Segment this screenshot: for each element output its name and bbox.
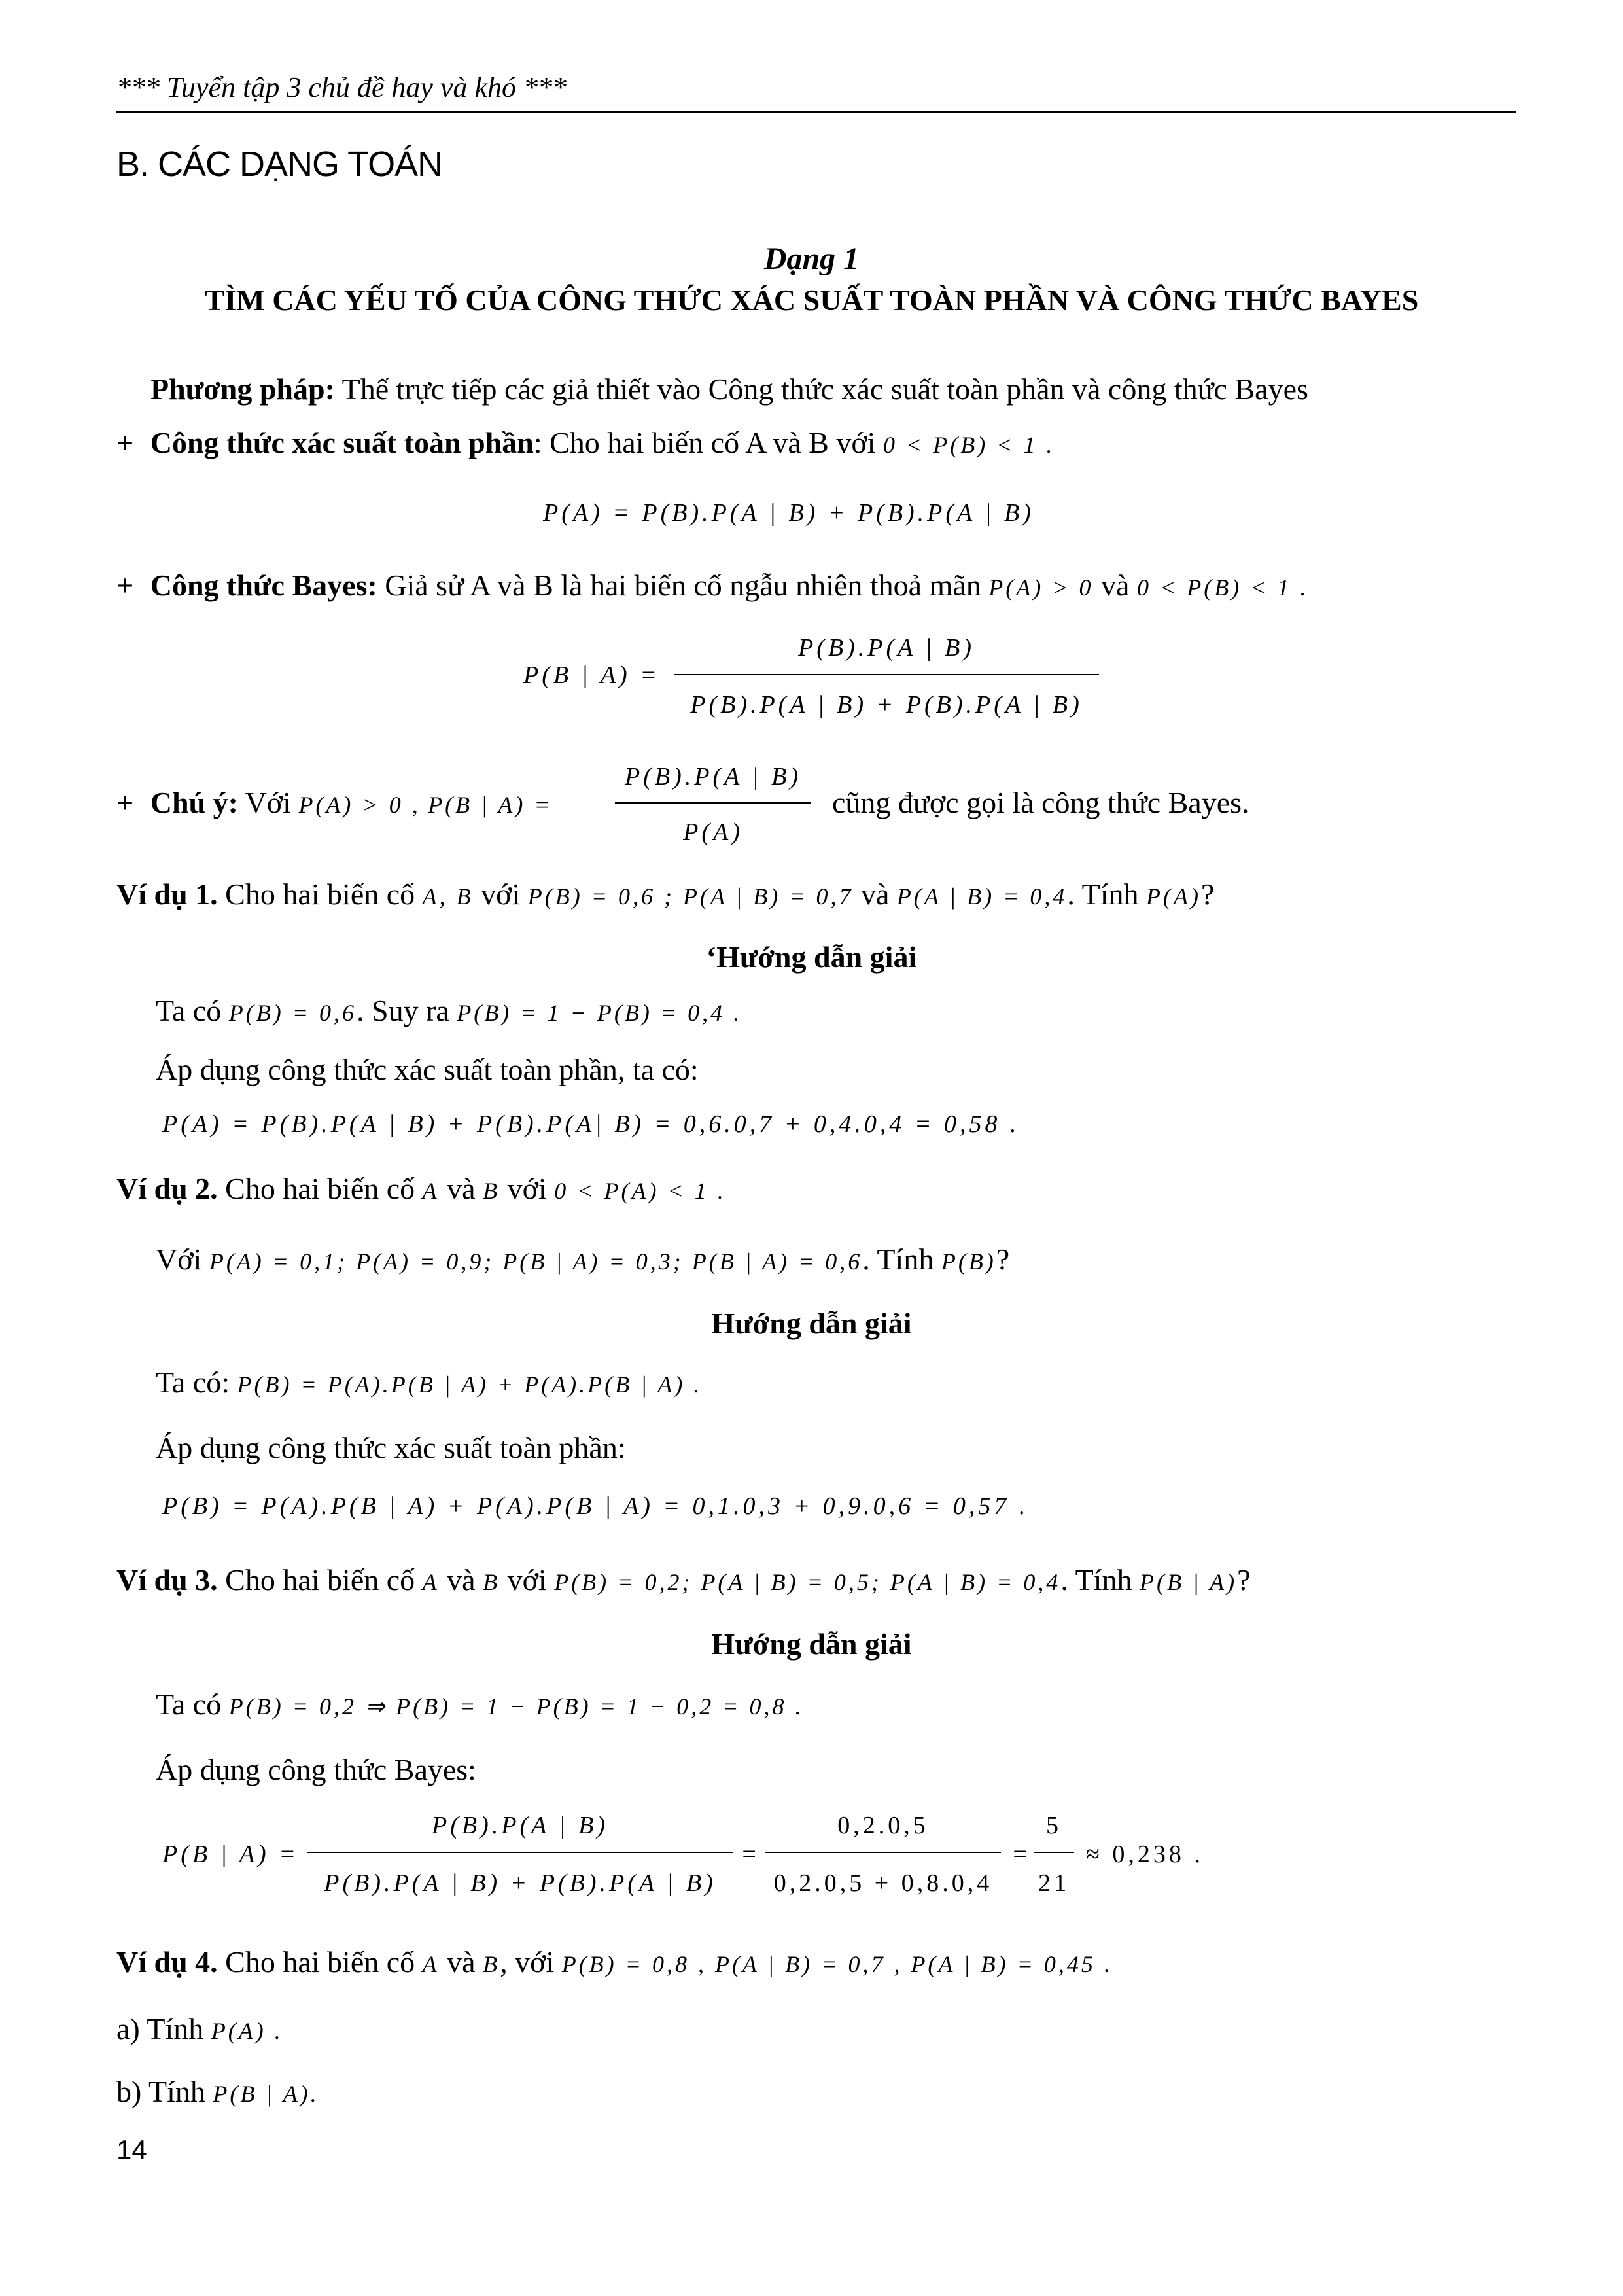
note-text2: cũng được gọi là công thức Bayes. [832,786,1249,819]
bayes-text: Giả sử A và B là hai biến cố ngẫu nhiên thoả mãn [385,569,981,602]
ex2-text: Cho hai biến cố [225,1172,415,1205]
note-fraction-bar [615,802,811,804]
ex4-part-b [116,2074,319,2109]
ex4-a-text: Tính [147,2012,204,2045]
ex4-a-target: P(A) . [211,2018,283,2044]
ex3-sol-line1 [156,1687,804,1722]
ex1-given: P(B) = 0,6 ; P(A | B) = 0,7 [527,883,854,910]
dang-title: TÌM CÁC YẾU TỐ CỦA CÔNG THỨC XÁC SUẤT TOÀN PHẦN VÀ CÔNG THỨC BAYES [204,283,1419,317]
ex1-text: Cho hai biến cố [225,877,415,911]
ex3-and: và [447,1563,476,1597]
note-lhs: P(B | A) = [428,792,553,818]
bayes-numerator: P(B).P(A | B) [798,634,975,662]
ex4-a-label: a) [116,2012,140,2045]
ex3-var-b: B [483,1569,500,1595]
note-cond: P(A) > 0 , [298,792,421,818]
ex2-given-line [156,1242,1009,1277]
ex2-sol1b: P(B) = P(A).P(B | A) + P(A).P(B | A) . [237,1371,703,1398]
ex1-target: P(A) [1145,883,1201,910]
ex4-label: Ví dụ 4. [116,1945,218,1979]
ex2-with: với [507,1172,547,1205]
ex1-statement [116,877,1214,911]
ex4-statement [116,1945,1113,1979]
ex1-sol-line2: Áp dụng công thức xác suất toàn phần, ta có: [156,1053,699,1086]
total-prob-text: : Cho hai biến cố A và B với [533,426,876,459]
bullet: + [116,426,134,459]
method-text: Thế trực tiếp các giả thiết vào Công thức xác suất toàn phần và công thức Bayes [341,372,1308,406]
ex3-sol-line2: Áp dụng công thức Bayes: [156,1753,476,1786]
ex3-fraction-bar2 [765,1852,1001,1853]
ex1-sol-line3: P(A) = P(B).P(A | B) + P(B).P(A| B) = 0,6.0,7 + 0,4.0,4 = 0,58 . [162,1110,1020,1138]
ex3-q: ? [1237,1563,1251,1597]
header-rule [116,111,1516,113]
bullet: + [116,569,134,602]
ex1-solution-title: ‘Hướng dẫn giải [706,940,917,974]
page-number: 14 [116,2134,147,2165]
ex3-fraction-bar [307,1852,733,1853]
bullet: + [116,786,134,819]
ex4-b-text: Tính [148,2075,205,2108]
bayes-lhs: P(B | A) = [523,662,660,689]
ex1-line1a: Ta có [156,994,222,1027]
ex2-solution-title: Hướng dẫn giải [711,1307,912,1340]
bayes-denominator: P(B).P(A | B) + P(B).P(A | B) [690,691,1083,718]
ex3-label: Ví dụ 3. [116,1563,218,1597]
ex3-sol1b: P(B) = 0,2 ⇒ P(B) = 1 − P(B) = 1 − 0,2 = 0,8 . [228,1693,804,1720]
ex4-with: , với [500,1945,555,1979]
ex4-given: P(B) = 0,8 , P(A | B) = 0,7 , P(A | B) = 0,45 . [561,1951,1113,1977]
ex3-with: với [507,1563,547,1597]
ex4-b-target: P(B | A). [213,2081,319,2107]
ex3-numerator3: 5 [1046,1812,1062,1839]
bayes-fraction-bar [674,674,1099,675]
bayes-cond1: P(A) > 0 [988,574,1094,601]
ex1-label: Ví dụ 1. [116,877,218,911]
dang-label: Dạng 1 [763,241,860,276]
ex3-denominator2: 0,2.0,5 + 0,8.0,4 [773,1869,993,1897]
ex3-text: Cho hai biến cố [225,1563,415,1597]
ex3-lhs: P(B | A) = [162,1841,299,1868]
total-prob-line [116,425,1055,460]
ex3-eq1: = [741,1841,761,1868]
ex2-var-a: A [422,1178,440,1204]
ex3-eq2: = [1011,1841,1032,1868]
ex2-and: và [447,1172,476,1205]
ex4-part-a [116,2011,283,2046]
ex3-ask: . Tính [1060,1563,1132,1597]
ex1-sol-line1 [156,993,742,1028]
ex4-text: Cho hai biến cố [225,1945,415,1979]
note-label: Chú ý: [150,786,238,819]
ex4-b-label: b) [116,2075,142,2108]
ex4-var-b: B [483,1951,500,1977]
method-line [150,372,1308,406]
ex4-var-a: A [422,1951,440,1977]
section-title: B. CÁC DẠNG TOÁN [116,145,443,184]
note-text1: Với [245,786,291,819]
ex3-numerator: P(B).P(A | B) [432,1812,608,1839]
ex3-solution-title: Hướng dẫn giải [711,1627,912,1661]
note-denominator: P(A) [683,819,743,846]
note-numerator: P(B).P(A | B) [625,763,801,790]
ex2-q: ? [996,1243,1010,1276]
ex2-var-b: B [483,1178,500,1204]
total-prob-cond: 0 < P(B) < 1 . [882,432,1055,458]
ex3-numerator2: 0,2.0,5 [837,1812,929,1839]
bayes-label: Công thức Bayes: [150,569,377,602]
ex3-fraction-bar3 [1034,1852,1074,1853]
ex1-given2: P(A | B) = 0,4 [896,883,1068,910]
ex1-with: với [481,877,521,911]
ex3-denominator3: 21 [1038,1869,1070,1897]
ex1-line1b: P(B) = 0,6 [228,1000,357,1026]
ex2-line1a: Với [156,1243,202,1276]
ex4-and: và [447,1945,476,1979]
ex3-denominator: P(B).P(A | B) + P(B).P(A | B) [324,1869,716,1897]
ex2-sol1a: Ta có: [156,1366,230,1399]
ex1-line1c: . Suy ra [356,994,449,1027]
ex1-q: ? [1200,877,1215,911]
running-header: *** Tuyển tập 3 chủ đề hay và khó *** [116,71,567,103]
ex3-approx: ≈ 0,238 . [1086,1841,1204,1868]
ex1-vars: A, B [422,883,474,910]
ex3-target: P(B | A) [1139,1569,1238,1595]
ex2-line1b: P(A) = 0,1; P(A) = 0,9; P(B | A) = 0,3; P(B | A) = 0,6 [209,1248,863,1275]
ex1-and: và [861,877,890,911]
total-prob-label: Công thức xác suất toàn phần [150,426,534,459]
ex2-cond: 0 < P(A) < 1 . [554,1178,726,1204]
ex3-sol1a: Ta có [156,1687,222,1721]
ex2-sol-line2: Áp dụng công thức xác suất toàn phần: [156,1431,626,1464]
method-label: Phương pháp: [150,372,335,406]
ex1-line1d: P(B) = 1 − P(B) = 0,4 . [457,1000,742,1026]
ex3-statement [116,1563,1251,1597]
ex3-var-a: A [422,1569,440,1595]
ex2-statement [116,1171,726,1206]
bayes-and: và [1101,569,1130,602]
ex2-label: Ví dụ 2. [116,1172,218,1205]
bayes-cond2: 0 < P(B) < 1 . [1136,574,1309,601]
ex3-given: P(B) = 0,2; P(A | B) = 0,5; P(A | B) = 0,4 [554,1569,1061,1595]
ex2-line1d: P(B) [941,1248,996,1275]
ex2-line1c: . Tính [862,1243,934,1276]
note-line [116,785,553,820]
total-prob-formula: P(A) = P(B).P(A | B) + P(B).P(A | B) [543,499,1034,527]
bayes-line [116,568,1309,603]
ex2-sol-line1 [156,1365,702,1400]
ex1-ask: . Tính [1067,877,1139,911]
ex2-sol-line3: P(B) = P(A).P(B | A) + P(A).P(B | A) = 0,1.0,3 + 0,9.0,6 = 0,57 . [162,1492,1029,1520]
